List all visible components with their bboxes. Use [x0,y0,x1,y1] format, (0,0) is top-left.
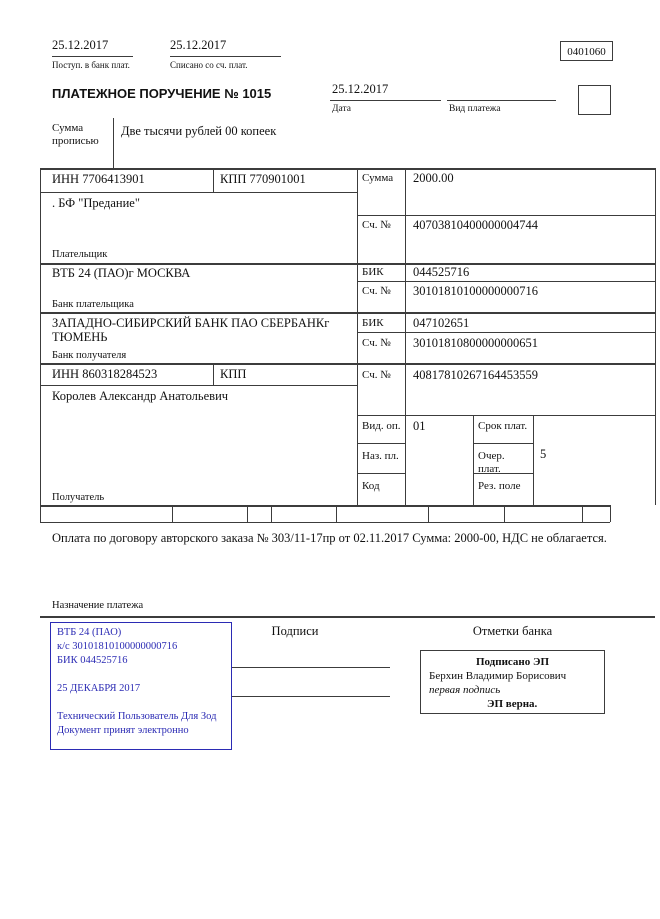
signed-ep-label: Подписано ЭП [475,656,550,668]
grid-line [330,100,441,101]
grid-line [447,100,556,101]
debited-label: Списано со сч. плат. [170,60,248,70]
payer-bank-account-label: Сч. № [362,285,391,297]
payee-bank-name: ЗАПАДНО-СИБИРСКИЙ БАНК ПАО СБЕРБАНКг ТЮМЕНЬ [52,316,330,345]
grid-line [172,505,173,522]
payment-purpose-text: Оплата по договору авторского заказа № 303/11-17пр от 02.11.2017 Сумма: 2000-00, НДС не облагается. [52,531,607,545]
grid-line [655,168,656,505]
form-code-box [560,41,613,61]
grid-line [357,168,358,505]
signature-line [232,696,390,697]
grid-line [610,505,611,522]
payee-kpp: КПП [220,367,247,381]
received-in-bank-date: 25.12.2017 [52,38,109,52]
grid-line [357,281,655,282]
sum-label: Сумма [362,172,394,184]
grid-line [582,505,583,522]
grid-line [504,505,505,522]
amount-in-words-label: Сумма прописью [52,122,99,148]
stamp-line: ВТБ 24 (ПАО) [57,627,122,638]
payer-bank-account: 30101810100000000716 [413,284,538,298]
payee-section-label: Получатель [52,492,105,503]
payment-type-label: Вид платежа [449,104,501,114]
stamp-line: к/с 30101810100000000716 [57,641,178,652]
payee-bank-bik-label: БИК [362,317,384,329]
stamp-line [57,668,225,682]
purpose-section-label: Назначение платежа [52,600,144,611]
payee-inn: ИНН 860318284523 [52,367,158,381]
stamp-line: Технический Пользователь Для Зод [57,711,217,722]
grid-line [357,443,405,444]
term-label: Срок плат. [478,420,528,432]
grid-line [40,168,655,170]
grid-line [40,363,655,365]
grid-line [473,443,533,444]
payee-bank-bik: 047102651 [413,316,470,330]
priority-value: 5 [540,447,547,461]
grid-line [52,56,133,57]
payee-bank-account: 30101810800000000651 [413,336,538,350]
grid-line [40,505,610,507]
stamp-line: Документ принят электронно [57,725,189,736]
bank-marks-label: Отметки банка [472,624,553,638]
document-date: 25.12.2017 [332,82,389,96]
grid-line [40,522,610,523]
grid-line [357,332,655,333]
signature-kind: первая подпись [429,684,501,696]
payer-section-label: Плательщик [52,249,108,260]
stamp-line [57,696,225,710]
grid-line [405,168,406,505]
grid-line [40,263,655,265]
stamp-line: 25 ДЕКАБРЯ 2017 [57,683,141,694]
date-label: Дата [332,104,351,114]
priority-label: Очер. плат. [478,450,505,476]
form-code: 0401060 [567,46,606,58]
payee-bank-account-label: Сч. № [362,337,391,349]
payer-name: . БФ "Предание" [52,196,140,210]
grid-line [40,312,655,314]
signer-name: Берхин Владимир Борисович [429,670,567,682]
grid-line [40,385,357,386]
grid-line [113,118,114,168]
grid-line [357,415,655,416]
payee-bank-section-label: Банк получателя [52,350,127,361]
grid-line [357,215,655,216]
signature-line [232,667,390,668]
amount-in-words-value: Две тысячи рублей 00 копеек [121,124,277,138]
payer-bank-section-label: Банк плательщика [52,299,134,310]
bank-acceptance-stamp [50,622,232,750]
payer-bank-bik: 044525716 [413,265,470,279]
op-type-value: 01 [413,419,426,433]
signatures-label: Подписи [271,624,319,638]
purpose-code-label: Наз. пл. [362,450,399,462]
grid-line [428,505,429,522]
payee-name: Королев Александр Анатольевич [52,389,229,403]
payment-type-box [578,85,611,115]
grid-line [247,505,248,522]
ep-verified-label: ЭП верна. [487,698,538,710]
op-type-label: Вид. оп. [362,420,401,432]
grid-line [213,168,214,192]
grid-line [40,168,41,522]
electronic-signature-box [420,650,605,714]
grid-line [40,616,655,618]
page-title: ПЛАТЕЖНОЕ ПОРУЧЕНИЕ № 1015 [52,86,272,101]
payer-kpp: КПП 770901001 [220,172,306,186]
stamp-line: БИК 044525716 [57,655,128,666]
payer-bank-name: ВТБ 24 (ПАО)г МОСКВА [52,266,191,280]
payer-bank-bik-label: БИК [362,266,384,278]
grid-line [213,363,214,385]
debited-date: 25.12.2017 [170,38,227,52]
sum-value: 2000.00 [413,171,454,185]
code-label: Код [362,480,380,492]
reserve-label: Рез. поле [478,480,521,492]
payer-account: 40703810400000004744 [413,218,538,232]
payee-account: 40817810267164453559 [413,368,538,382]
grid-line [336,505,337,522]
payee-account-label: Сч. № [362,369,391,381]
grid-line [40,192,357,193]
received-in-bank-label: Поступ. в банк плат. [52,60,130,70]
payer-account-label: Сч. № [362,219,391,231]
grid-line [170,56,281,57]
grid-line [473,415,474,505]
payer-inn: ИНН 7706413901 [52,172,145,186]
grid-line [271,505,272,522]
grid-line [357,473,405,474]
